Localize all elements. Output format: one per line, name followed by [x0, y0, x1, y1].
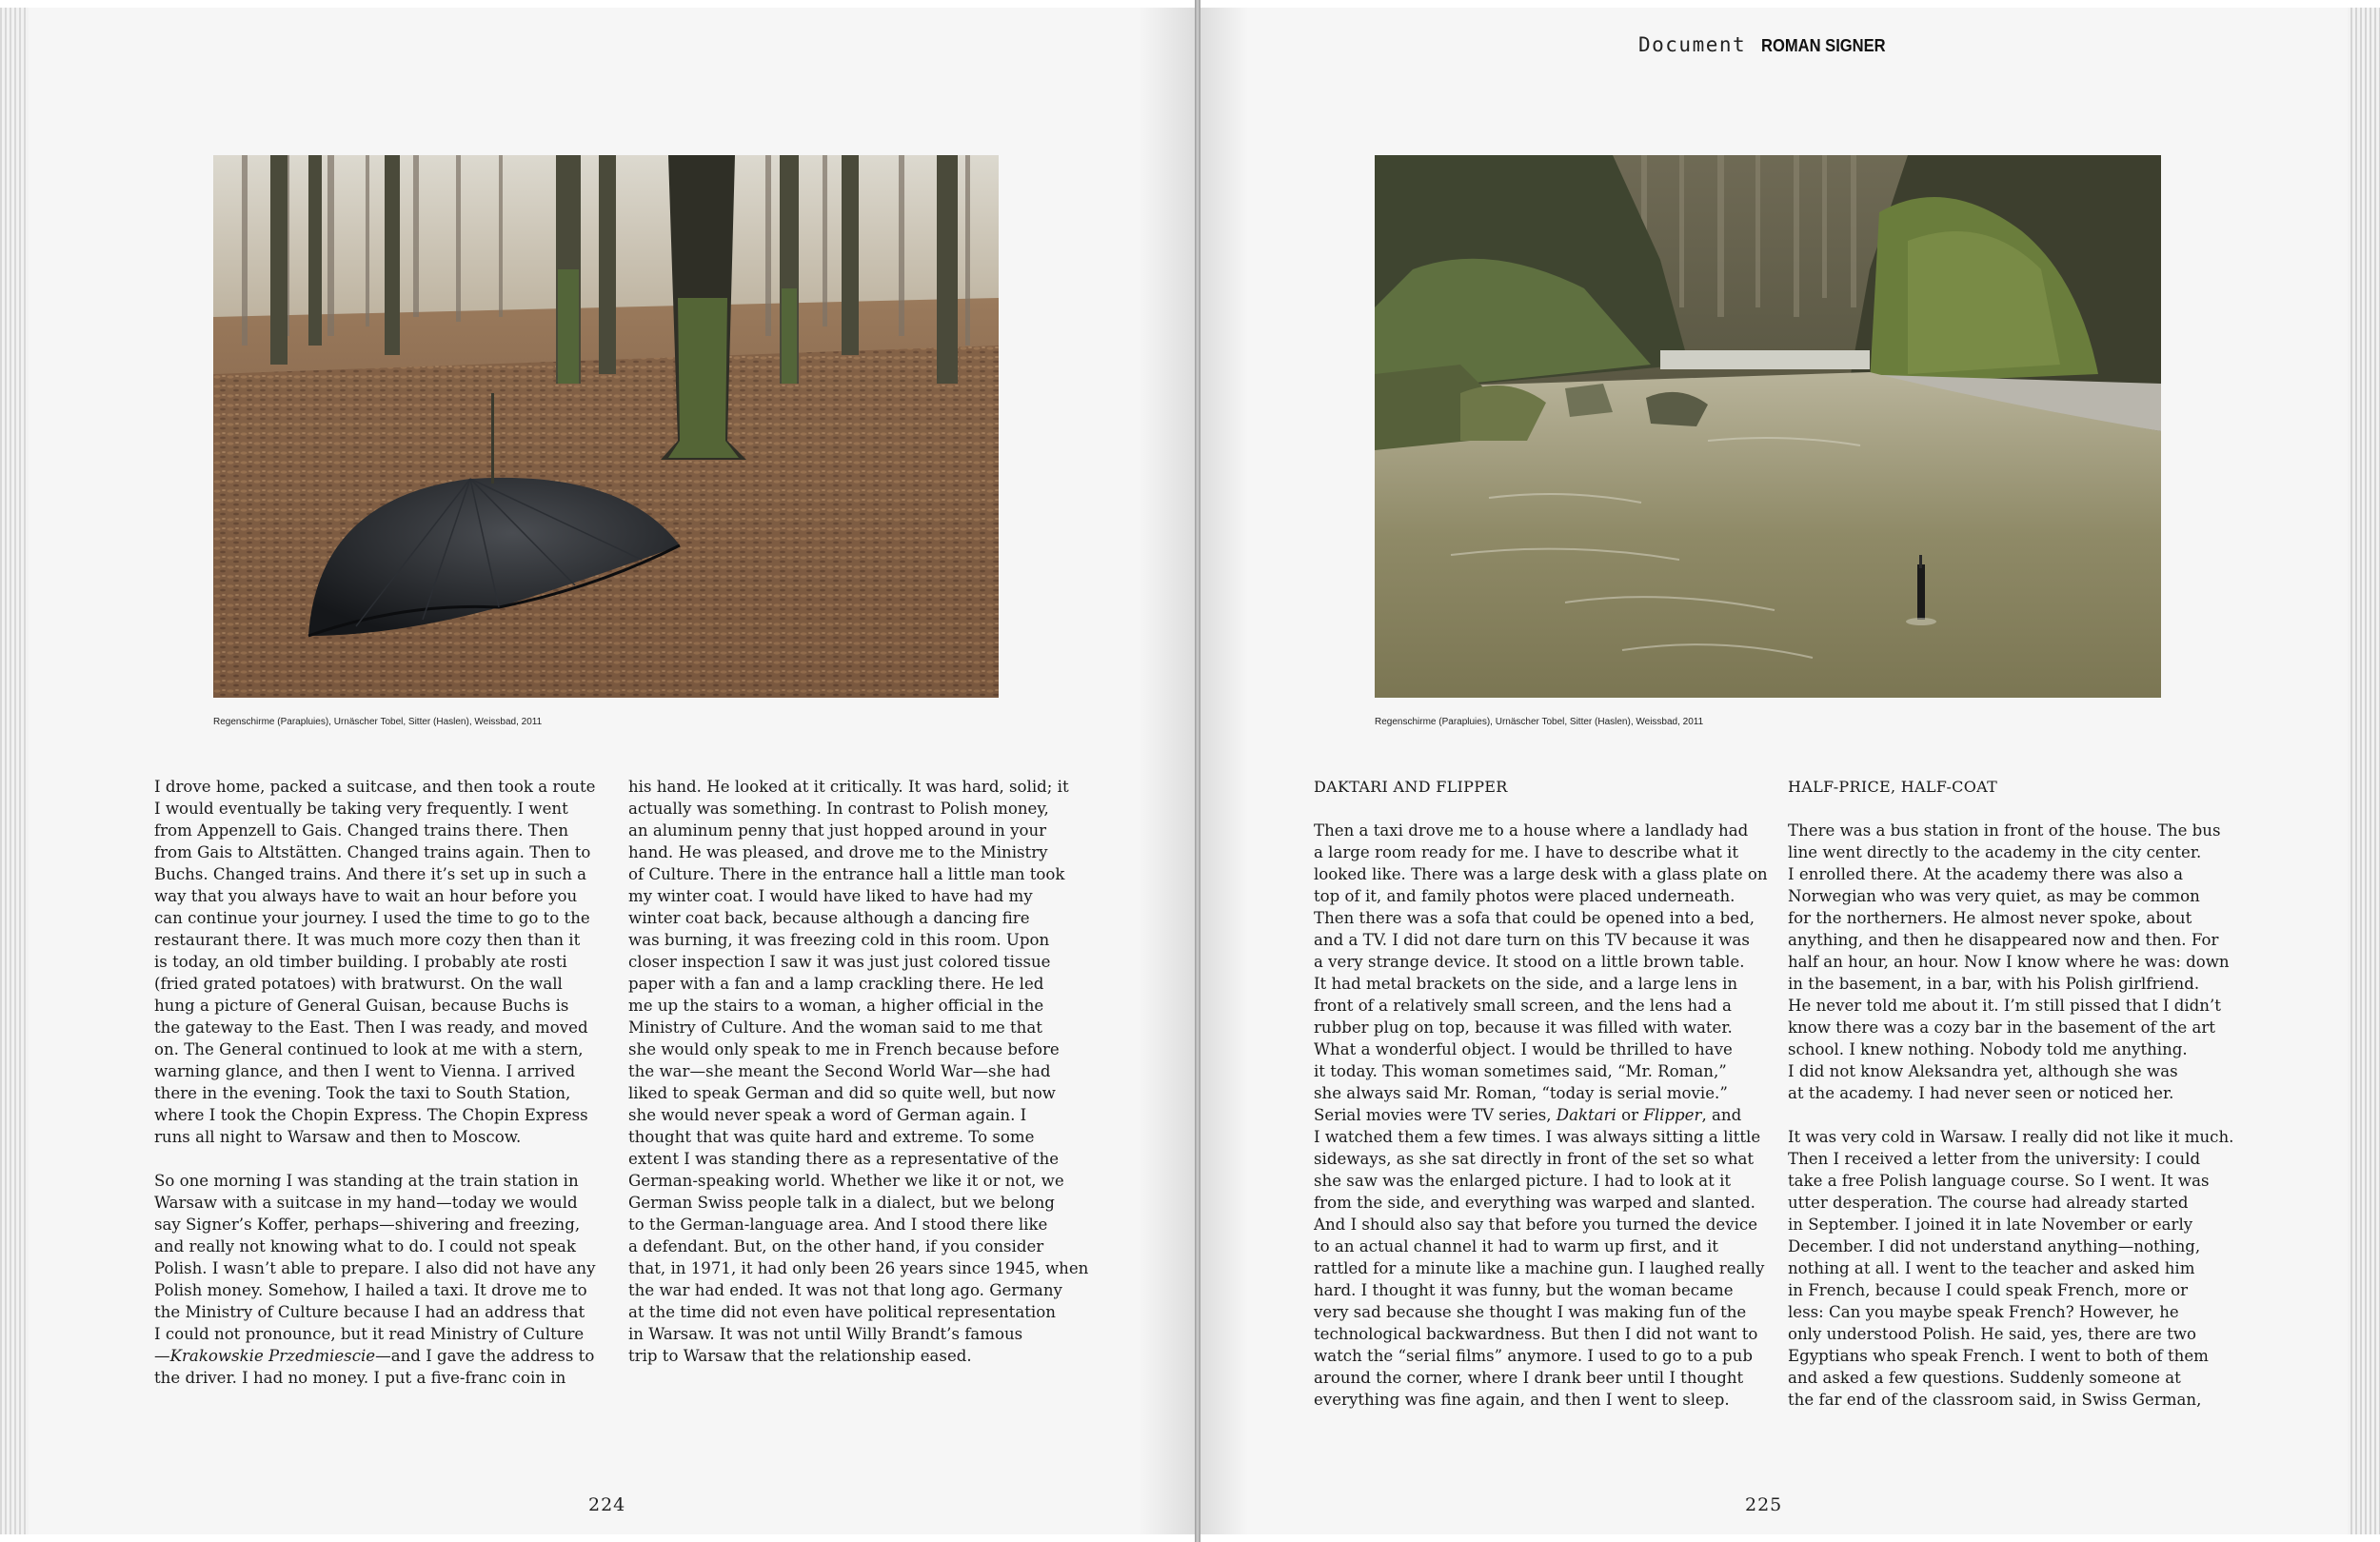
paragraph: It was very cold in Warsaw. I really did not like it much. Then I received a letter from the university: I could take a free Polish language course. So I went. It was utter desperation. The course had already started in September. I joined it in late November or early December. I did not understand anything—nothing, nothing at all. I went to the teacher and asked him in French, because I could speak French, more or less: Can you maybe speak French? However, he only understood Polish. He said, yes, there are two Egyptians who speak French. I went to both of them and asked a few questions. Suddenly someone at the far end of the classroom said, in Swiss German, — [1788, 1128, 2234, 1409]
section-heading-daktari: DAKTARI AND FLIPPER — [1314, 778, 1508, 796]
forest-umbrella-image — [213, 155, 999, 698]
italic-show-title: Daktari — [1556, 1106, 1616, 1124]
page-stack-edge-right — [2348, 8, 2380, 1534]
page-number-left: 224 — [588, 1494, 626, 1515]
paragraph: Then a taxi drove me to a house where a landlady had a large room ready for me. I have to describe what it looked like. There was a large desk with a glass plate on top of it, and family photos were placed underneath. Then there was a sofa that could be opened into a bed, and a TV. I did not dare turn on this TV because it was a very strange device. It stood on a little brown table. It had metal brackets on the side, and a large lens in front of a relatively small screen, and the lens had a rubber plug on top, because it was filled with water. What a wonderful object. I would be thrilled to have it today. This woman sometimes said, “Mr. Roman,” she always said Mr. Roman, “today is serial movie.” Serial movies were TV series, Daktari or Flipper, and I watched them a few times. I was always sitting a little sideways, as she sat directly in front of the set so what she saw was the enlarged picture. I had to look at it from the side, and everything was warped and slanted. And I should also say that before you turned the device to an actual channel it had to warm up first, and it rattled for a minute like a machine gun. I laughed really hard. I thought it was funny, but the woman became very sad because she thought I was making fun of the technological backwardness. But then I did not want to watch the “serial films” anymore. I used to go to a pub around the corner, where I drank beer until I thought everything was fine again, and then I went to sleep. — [1314, 821, 1768, 1409]
text-column-left-2 — [628, 776, 1095, 1367]
paragraph: There was a bus station in front of the house. The bus line went directly to the academy in the city center. I enrolled there. At the academy there was also a Norwegian who was very quiet, as may be common for the northerners. He almost never spoke, about anything, and then he disappeared now and then. For half an hour, an hour. Now I know where he was: down in the basement, in a bar, with his Polish girlfriend. He never told me about it. I’m still pissed that I didn’t know there was a cozy bar in the basement of the art school. I knew nothing. Nobody told me anything. I did not know Aleksandra yet, although she was at the academy. I had never seen or noticed her. — [1788, 821, 2230, 1102]
right-page — [1200, 8, 2348, 1534]
page-number-right: 225 — [1745, 1494, 1783, 1515]
river-umbrella-photo — [1375, 155, 2161, 698]
running-head — [1638, 33, 1896, 56]
photo-caption-right: Regenschirme (Parapluies), Urnäscher Tobel, Sitter (Haslen), Weissbad, 2011 — [1375, 717, 1704, 727]
section-heading-half-price: HALF-PRICE, HALF-COAT — [1788, 778, 1998, 796]
running-head-section: Document — [1638, 33, 1747, 56]
italic-place-name: Krakowskie Przedmiescie — [169, 1347, 376, 1365]
text-column-left-1 — [154, 776, 602, 1389]
paragraph: I drove home, packed a suitcase, and then took a route I would eventually be taking very frequently. I went from Appenzell to Gais. Changed trains there. Then from Gais to Altstätten. Changed trains again. Then to Buchs. Changed trains. And there it’s set up in such a way that you always have to wait an hour before you can continue your journey. I used the time to go to the restaurant there. It was much more cozy then than it is today, an old timber building. I probably ate rosti (fried grated potatoes) with bratwurst. On the wall hung a picture of General Guisan, because Buchs is the gateway to the East. Then I was ready, and moved on. The General continued to look at me with a stern, warning glance, and then I went to Vienna. I arrived there in the evening. Took the taxi to South Station, where I took the Chopin Express. The Chopin Express runs all night to Warsaw and then to Moscow. — [154, 778, 596, 1146]
running-head-artist: ROMAN SIGNER — [1761, 36, 1886, 55]
text-column-right-2 — [1788, 776, 2245, 1411]
photo-caption-left: Regenschirme (Parapluies), Urnäscher Tobel, Sitter (Haslen), Weissbad, 2011 — [213, 717, 543, 727]
page-stack-edge-left — [0, 8, 29, 1534]
text-column-right-1 — [1314, 776, 1771, 1411]
river-umbrella-image — [1375, 155, 2161, 698]
paragraph: So one morning I was standing at the train station in Warsaw with a suitcase in my hand—today we would say Signer’s Koffer, perhaps—shivering and freezing, and really not knowing what to do. I could not speak Polish. I wasn’t able to prepare. I also did not have any Polish money. Somehow, I hailed a taxi. It drove me to the Ministry of Culture because I had an address that I could not pronounce, but it read Ministry of Culture —Krakowskie Przedmiescie—and I gave the address to the driver. I had no money. I put a five-franc coin in — [154, 1172, 596, 1387]
left-page — [29, 8, 1195, 1534]
forest-umbrella-photo — [213, 155, 999, 698]
italic-show-title: Flipper — [1643, 1106, 1702, 1124]
paragraph: his hand. He looked at it critically. It was hard, solid; it actually was something. In contrast to Polish money, an aluminum penny that just hopped around in your hand. He was pleased, and drove me to the Ministry of Culture. There in the entrance hall a little man took my winter coat. I would have liked to have had my winter coat back, because although a dancing fire was burning, it was freezing cold in this room. Upon closer inspection I saw it was just just colored tissue paper with a fan and a lamp crackling there. He led me up the stairs to a woman, a higher official in the Ministry of Culture. And the woman said to me that she would only speak to me in French because before the war—she meant the Second World War—she had liked to speak German and did so quite well, but now she would never speak a word of German again. I thought that was quite hard and extreme. To some extent I was standing there as a representative of the German-speaking world. Whether we like it or not, we German Swiss people talk in a dialect, but we belong to the German-language area. And I stood there like a defendant. But, on the other hand, if you consider that, in 1971, it had only been 26 years since 1945, when the war had ended. It was not that long ago. Germany at the time did not even have political representation in Warsaw. It was not until Willy Brandt’s famous trip to Warsaw that the relationship eased. — [628, 778, 1089, 1365]
